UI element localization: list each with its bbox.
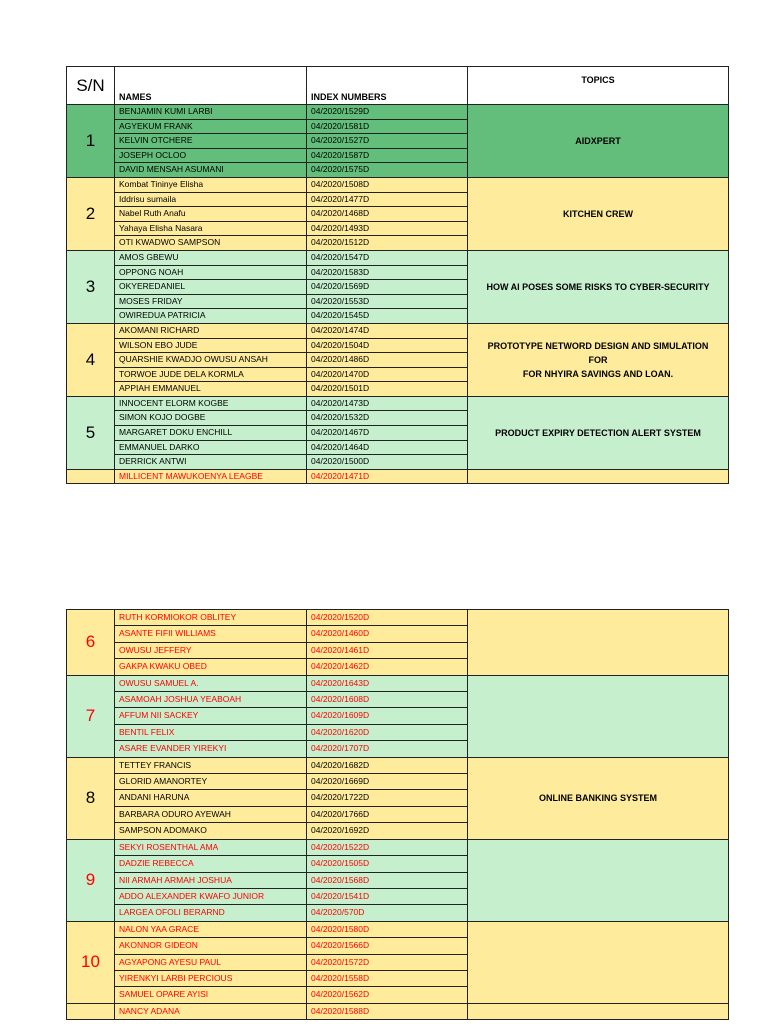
group-topic — [468, 839, 729, 921]
table-row — [67, 105, 729, 120]
names-header: NAMES — [115, 67, 307, 105]
member-index-number: 04/2020/1471D — [307, 469, 468, 484]
member-name: JOSEPH OCLOO — [115, 148, 307, 163]
member-index-number: 04/2020/1569D — [307, 280, 468, 295]
member-index-number: 04/2020/1707D — [307, 741, 468, 757]
group-number: 3 — [67, 250, 115, 323]
member-index-number: 04/2020/1500D — [307, 455, 468, 470]
member-index-number: 04/2020/1512D — [307, 236, 468, 251]
member-index-number: 04/2020/1501D — [307, 382, 468, 397]
member-name: AGYEKUM FRANK — [115, 119, 307, 134]
member-name: BARBARA ODURO AYEWAH — [115, 806, 307, 822]
member-name: Nabel Ruth Anafu — [115, 207, 307, 222]
table-row — [67, 469, 729, 484]
group-topic — [468, 921, 729, 1003]
member-index-number: 04/2020/1562D — [307, 987, 468, 1003]
member-index-number: 04/2020/1669D — [307, 774, 468, 790]
member-name: AKONNOR GIDEON — [115, 938, 307, 954]
member-name: MOSES FRIDAY — [115, 294, 307, 309]
member-name: RUTH KORMIOKOR OBLITEY — [115, 610, 307, 626]
group-number: 6 — [67, 610, 115, 676]
member-name: LARGEA OFOLI BERARND — [115, 905, 307, 921]
member-index-number: 04/2020/1568D — [307, 872, 468, 888]
member-name: OWIREDUA PATRICIA — [115, 309, 307, 324]
member-name: AMOS GBEWU — [115, 250, 307, 265]
member-name: ASANTE FIFII WILLIAMS — [115, 626, 307, 642]
group-topic: HOW AI POSES SOME RISKS TO CYBER-SECURITY — [468, 250, 729, 323]
member-name: AKOMANI RICHARD — [115, 323, 307, 338]
member-index-number: 04/2020/1575D — [307, 163, 468, 178]
group-number: 7 — [67, 675, 115, 757]
member-index-number: 04/2020/1580D — [307, 921, 468, 937]
member-name: APPIAH EMMANUEL — [115, 382, 307, 397]
member-name: TORWOE JUDE DELA KORMLA — [115, 367, 307, 382]
member-index-number: 04/2020/1609D — [307, 708, 468, 724]
index-header: INDEX NUMBERS — [307, 67, 468, 105]
member-index-number: 04/2020/1462D — [307, 659, 468, 675]
group-topic: ONLINE BANKING SYSTEM — [468, 757, 729, 839]
member-index-number: 04/2020/1460D — [307, 626, 468, 642]
member-index-number: 04/2020/1766D — [307, 806, 468, 822]
table-row — [67, 177, 729, 192]
member-name: OKYEREDANIEL — [115, 280, 307, 295]
member-name: OWUSU JEFFERY — [115, 642, 307, 658]
member-name: OPPONG NOAH — [115, 265, 307, 280]
member-index-number: 04/2020/1529D — [307, 105, 468, 120]
group-number: 4 — [67, 323, 115, 396]
group-table-top — [66, 66, 729, 484]
member-index-number: 04/2020/1583D — [307, 265, 468, 280]
member-index-number: 04/2020/1468D — [307, 207, 468, 222]
sn-header: S/N — [67, 67, 115, 105]
group-topic: KITCHEN CREW — [468, 177, 729, 250]
member-name: NALON YAA GRACE — [115, 921, 307, 937]
member-index-number: 04/2020/1505D — [307, 856, 468, 872]
member-index-number: 04/2020/1722D — [307, 790, 468, 806]
member-name: AGYAPONG AYESU PAUL — [115, 954, 307, 970]
table-row — [67, 396, 729, 411]
table-row — [67, 757, 729, 773]
member-name: WILSON EBO JUDE — [115, 338, 307, 353]
member-index-number: 04/2020/1474D — [307, 323, 468, 338]
group-number: 5 — [67, 396, 115, 469]
member-name: SIMON KOJO DOGBE — [115, 411, 307, 426]
member-name: OTI KWADWO SAMPSON — [115, 236, 307, 251]
group-number: 8 — [67, 757, 115, 839]
member-name: KELVIN OTCHERE — [115, 134, 307, 149]
member-name: Kombat Tininye Elisha — [115, 177, 307, 192]
member-index-number: 04/2020/1541D — [307, 888, 468, 904]
group-topic: PROTOTYPE NETWORD DESIGN AND SIMULATION FOR FOR NHYIRA SAVINGS AND LOAN. — [468, 323, 729, 396]
member-name: AFFUM NII SACKEY — [115, 708, 307, 724]
member-index-number: 04/2020/1473D — [307, 396, 468, 411]
member-index-number: 04/2020/1692D — [307, 823, 468, 839]
group-topic — [468, 675, 729, 757]
member-index-number: 04/2020/1588D — [307, 1003, 468, 1019]
group-number: 2 — [67, 177, 115, 250]
group-number: 9 — [67, 839, 115, 921]
member-index-number: 04/2020/570D — [307, 905, 468, 921]
member-name: SEKYI ROSENTHAL AMA — [115, 839, 307, 855]
member-name: SAMPSON ADOMAKO — [115, 823, 307, 839]
member-name: NII ARMAH ARMAH JOSHUA — [115, 872, 307, 888]
member-index-number: 04/2020/1486D — [307, 353, 468, 368]
member-index-number: 04/2020/1587D — [307, 148, 468, 163]
member-index-number: 04/2020/1581D — [307, 119, 468, 134]
table-row — [67, 675, 729, 691]
member-index-number: 04/2020/1572D — [307, 954, 468, 970]
empty-cell — [468, 1003, 729, 1019]
member-index-number: 04/2020/1464D — [307, 440, 468, 455]
table-row — [67, 921, 729, 937]
header-row — [67, 67, 729, 105]
member-index-number: 04/2020/1477D — [307, 192, 468, 207]
table-row — [67, 839, 729, 855]
table-row — [67, 250, 729, 265]
table-row — [67, 1003, 729, 1019]
member-name: DADZIE REBECCA — [115, 856, 307, 872]
member-index-number: 04/2020/1522D — [307, 839, 468, 855]
group-topic — [468, 610, 729, 676]
empty-cell — [67, 469, 115, 484]
member-name: BENJAMIN KUMI LARBI — [115, 105, 307, 120]
member-name: Iddrisu sumaila — [115, 192, 307, 207]
member-name: SAMUEL OPARE AYISI — [115, 987, 307, 1003]
member-index-number: 04/2020/1558D — [307, 970, 468, 986]
member-name: QUARSHIE KWADJO OWUSU ANSAH — [115, 353, 307, 368]
member-name: ADDO ALEXANDER KWAFO JUNIOR — [115, 888, 307, 904]
member-name: NANCY ADANA — [115, 1003, 307, 1019]
member-index-number: 04/2020/1527D — [307, 134, 468, 149]
empty-cell — [468, 469, 729, 484]
member-name: DAVID MENSAH ASUMANI — [115, 163, 307, 178]
member-index-number: 04/2020/1545D — [307, 309, 468, 324]
group-table-bottom — [66, 609, 729, 1020]
group-number: 10 — [67, 921, 115, 1003]
member-index-number: 04/2020/1504D — [307, 338, 468, 353]
member-name: MARGARET DOKU ENCHILL — [115, 426, 307, 441]
member-index-number: 04/2020/1547D — [307, 250, 468, 265]
member-name: ASARE EVANDER YIREKYI — [115, 741, 307, 757]
member-index-number: 04/2020/1620D — [307, 724, 468, 740]
member-index-number: 04/2020/1643D — [307, 675, 468, 691]
member-index-number: 04/2020/1467D — [307, 426, 468, 441]
member-name: YIRENKYI LARBI PERCIOUS — [115, 970, 307, 986]
topics-header: TOPICS — [468, 67, 729, 105]
member-name: EMMANUEL DARKO — [115, 440, 307, 455]
group-topic: PRODUCT EXPIRY DETECTION ALERT SYSTEM — [468, 396, 729, 469]
member-index-number: 04/2020/1508D — [307, 177, 468, 192]
member-name: INNOCENT ELORM KOGBE — [115, 396, 307, 411]
member-index-number: 04/2020/1470D — [307, 367, 468, 382]
member-index-number: 04/2020/1566D — [307, 938, 468, 954]
member-index-number: 04/2020/1608D — [307, 692, 468, 708]
member-index-number: 04/2020/1553D — [307, 294, 468, 309]
table-row — [67, 323, 729, 338]
member-name: ANDANI HARUNA — [115, 790, 307, 806]
group-topic: AIDXPERT — [468, 105, 729, 178]
member-name: ASAMOAH JOSHUA YEABOAH — [115, 692, 307, 708]
member-name: DERRICK ANTWI — [115, 455, 307, 470]
member-index-number: 04/2020/1493D — [307, 221, 468, 236]
member-name: GAKPA KWAKU OBED — [115, 659, 307, 675]
table-row — [67, 610, 729, 626]
member-name: OWUSU SAMUEL A. — [115, 675, 307, 691]
member-index-number: 04/2020/1461D — [307, 642, 468, 658]
member-name: TETTEY FRANCIS — [115, 757, 307, 773]
group-number: 1 — [67, 105, 115, 178]
member-index-number: 04/2020/1532D — [307, 411, 468, 426]
member-name: Yahaya Elisha Nasara — [115, 221, 307, 236]
member-index-number: 04/2020/1682D — [307, 757, 468, 773]
member-name: MILLICENT MAWUKOENYA LEAGBE — [115, 469, 307, 484]
empty-cell — [67, 1003, 115, 1019]
member-name: GLORID AMANORTEY — [115, 774, 307, 790]
member-name: BENTIL FELIX — [115, 724, 307, 740]
member-index-number: 04/2020/1520D — [307, 610, 468, 626]
